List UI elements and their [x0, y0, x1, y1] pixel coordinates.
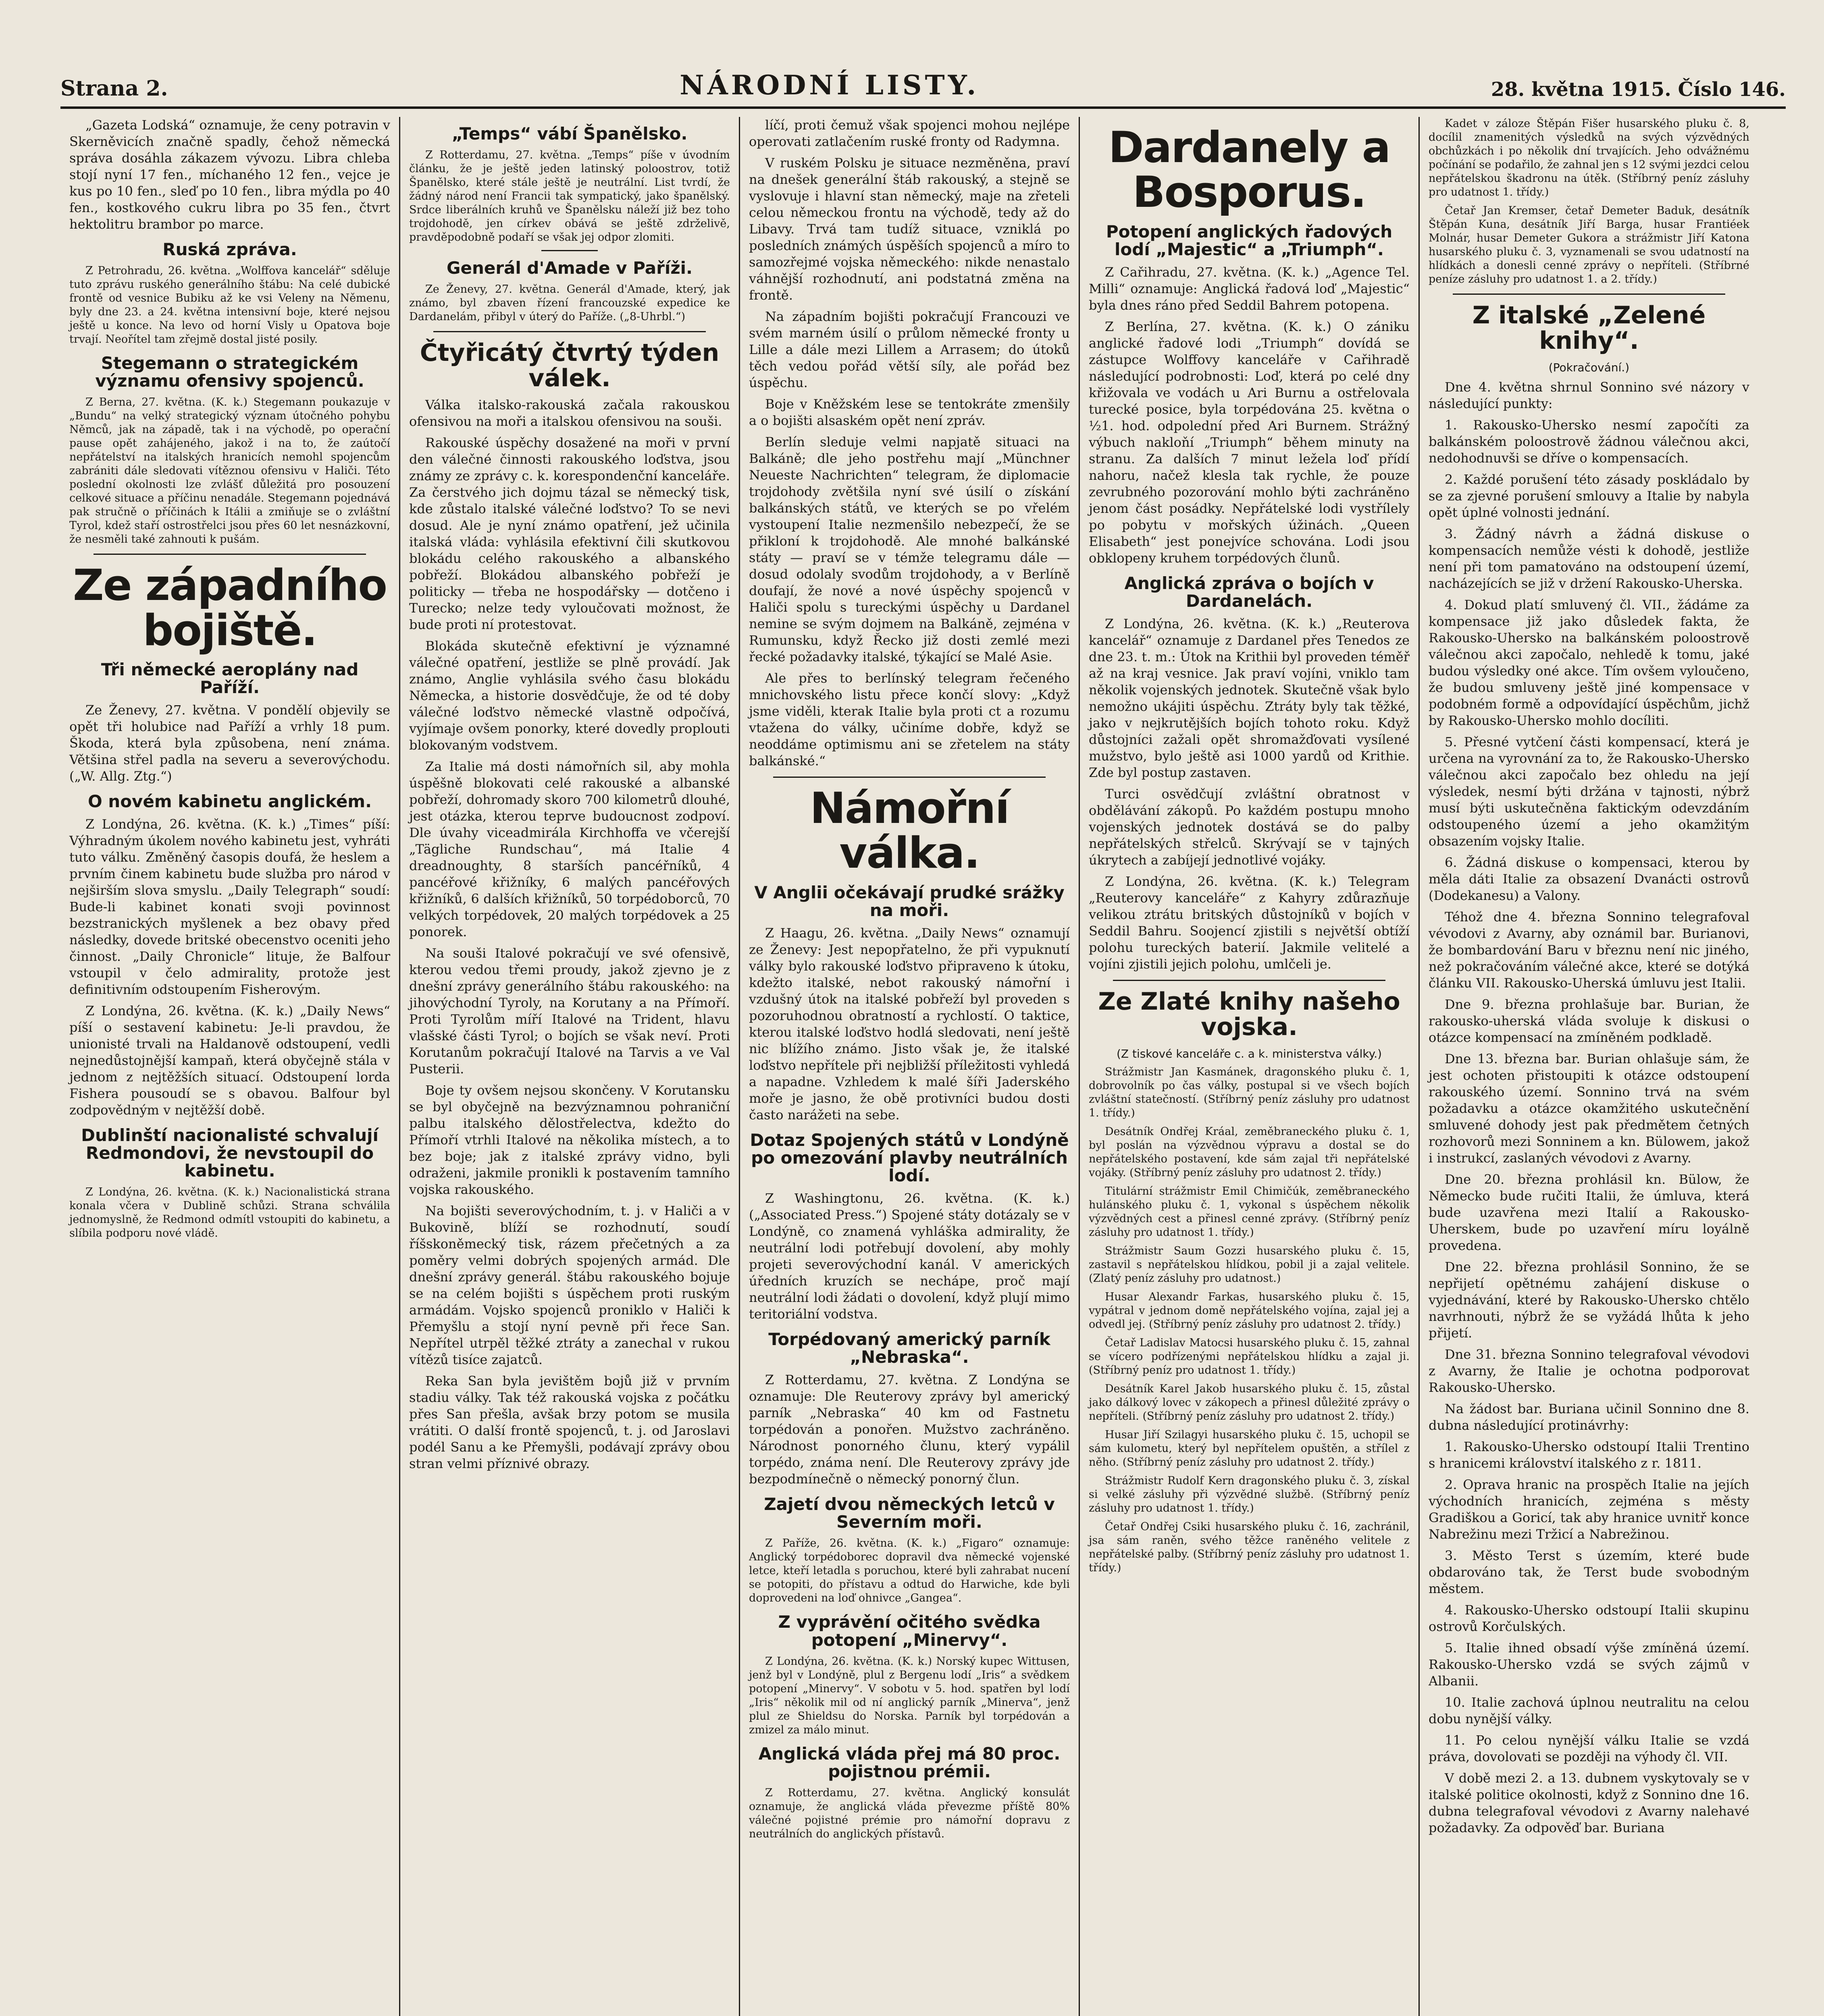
column-5: [1420, 117, 1758, 2016]
divider: [1453, 294, 1725, 295]
article-text: Z Londýna, 26. května. (K. k.) „Daily News“ píší o sestavení kabinetu: Je-li pravdou, že unionisté trvali na Haldanově odstoupení, vedli nejnedůstojnější kampaň, která obyčejně stála v jednom z nejtěžších situací. Odstoupení lorda Fishera pousoudí se s obavou. Balfour byl zodpovědným v nejtěžší době.: [69, 1003, 390, 1118]
article-text: Desátník Karel Jakob husarského pluku č. 15, zůstal jako dálkový lovec v zákopech a přinesl důležité zprávy o nepříteli. (Stříbrný peníz zásluhy pro udatnost 2. třídy.): [1089, 1383, 1410, 1423]
article-text: Strážmistr Saum Gozzi husarského pluku č. 15, zastavil s nepřátelskou hlídkou, pobil ji a zajal velitele. (Zlatý peníz zásluhy pro udatnost.): [1089, 1245, 1410, 1285]
divider: [94, 554, 366, 555]
article-text: Četař Ladislav Matocsi husarského pluku č. 15, zahnal se vícero podřízenými nepřátelskou hlídku a zajal ji. (Stříbrný peníz pro udatnost 1. třídy.): [1089, 1337, 1410, 1377]
article-text: 5. Přesné vytčení části kompensací, která je určena na vyrovnání za to, že Rakousko-Uhersko válečnou akci započalo bez ohledu na její výsledek, nesmí býti držána v tajnosti, nýbrž musí býti uskutečněna faktickým odevzdáním odstoupeného území a jeho okamžitým obsazením vojsky Italie.: [1429, 734, 1749, 849]
article-text: 4. Dokud platí smluvený čl. VII., žádáme za kompensace již jako důsledek fakta, že Rakousko-Uhersko na balkánském poloostrově válečnou akci započalo, nehledě k tomu, jaké budou výsledky oné akce. Tím ovšem vyloučeno, že budou smluveny ještě jiné kompensace v podobném formě a odpovídající úspěchům, jichž by Rakousko-Uhersko mohlo docíliti.: [1429, 597, 1749, 729]
section-heading: Námořní válka.: [810, 783, 1009, 878]
article-text: 1. Rakousko-Uhersko odstoupí Italii Trentino s hranicemi království italského z r. 1811.: [1429, 1439, 1749, 1471]
section-heading: Ze západního bojiště.: [73, 560, 387, 655]
article-text: Z Londýna, 26. května. (K. k.) „Times“ píší: Výhradným úkolem nového kabinetu jest, vyhráti tuto válku. Změněný časopis doufá, že heslem a prvním činem kabinetu bude služba pro národ v nejširším slova smyslu. „Daily Telegraph“ soudí: Bude-li kabinet konati svoji povinnost bezstranických myšlenek a bez obavy před následky, dovede britské obecenstvo oceniti jeho činnost. „Daily Chronicle“ lituje, že Balfour vstoupil v čelo admirality, protože jest definitivním odstoupením Fisherovým.: [69, 816, 390, 998]
article-text: Dne 9. března prohlašuje bar. Burian, že rakousko-uherská vláda svoluje k diskusi o otázce kompensací na zmíněném podkladě.: [1429, 997, 1749, 1045]
article-text: Z Rotterdamu, 27. května. „Temps“ píše v úvodním článku, že je ještě jeden latinský poloostrov, totiž Španělsko, které stále ještě je neutrální. List tvrdí, že žádný národ není Francii tak sympatický, jako španělský. Srdce liberálních kruhů ve Španělsku náleží již bez toho trojdohodě, jen církev obává se ještě zdrželivě, pravděpodobně podaří se však jej odpor zlomiti.: [409, 149, 730, 244]
article-heading: „Temps“ vábí Španělsko.: [451, 124, 688, 144]
article-text: Dne 20. března prohlásil kn. Bülow, že Německo bude ručiti Italii, že úmluva, která bude uzavřena mezi Italií a Rakousko-Uherskem, bude po uzavření míru loyálně provedena.: [1429, 1172, 1749, 1254]
article-text: 5. Italie ihned obsadí výše zmíněná území. Rakousko-Uhersko vzdá se svých zájmů v Albanii.: [1429, 1640, 1749, 1689]
article-text: Ze Ženevy, 27. května. V pondělí objevily se opět tři holubice nad Paříží a vrhly 18 pum. Škoda, která byla způsobena, není známa. Většina střel padla na severu a severovýchodu. („W. Allg. Ztg.“): [69, 702, 390, 784]
page-number: Strana 2.: [60, 76, 168, 101]
article-heading: Anglická vláda přej má 80 proc. pojistnou prémii.: [758, 1743, 1061, 1781]
article-text: Kadet v záloze Štěpán Fišer husarského pluku č. 8, docílil znamenitých výsledků na svých výzvědných obchůzkách i po několik dní trvajících. Jeho odvážnému počínání se podařilo, že zahnal jen s 12 svými jezdci celou nepřátelskou škadronu na útěk. (Stříbrný peníz zásluhy pro udatnost 1. třídy.): [1429, 117, 1749, 198]
article-text: 2. Každé porušení této zásady poskládalo by se za zjevné porušení smlouvy a Italie by nabyla opět úplné volnosti jednání.: [1429, 472, 1749, 521]
divider: [773, 777, 1046, 778]
article-text: Na žádost bar. Buriana učinil Sonnino dne 8. dubna následující protinávrhy:: [1429, 1401, 1749, 1433]
article-heading: Generál d'Amade v Paříži.: [446, 258, 693, 278]
article-text: 6. Žádná diskuse o kompensaci, kterou by měla dáti Italie za obsazení Dvanácti ostrovů (Dodekanesu) a Valony.: [1429, 855, 1749, 904]
article-text: Válka italsko-rakouská začala rakouskou ofensivou na moři a italskou ofensivou na souši.: [409, 397, 730, 429]
article-text: Husar Alexandr Farkas, husarského pluku č. 15, vypátral v jednom domě nepřátelského vojína, zajal jej a odvedl jej. (Stříbrný peníz zásluhy pro udatnost 2. třídy.): [1089, 1291, 1410, 1331]
article-heading: Potopení anglických řadových lodí „Majestic“ a „Triumph“.: [1106, 221, 1393, 259]
article-heading: Tři německé aeroplány nad Paříží.: [101, 659, 359, 697]
article-text: Z Londýna, 26. května. (K. k.) Nacionalistická strana konala včera v Dublině schůzi. Strana schválila jednomyslně, že Redmond odmítl vstoupiti do kabinetu, a slíbila podporu nové vládě.: [69, 1186, 390, 1240]
article-text: Z Cařihradu, 27. května. (K. k.) „Agence Tel. Milli“ oznamuje: Anglická řadová loď „Majestic“ byla dnes ráno před Seddil Bahrem potopena.: [1089, 264, 1410, 313]
article-text: V době mezi 2. a 13. dubnem vyskytovaly se v italské politice okolnosti, když z Sonnino dne 16. dubna telegrafoval vévodovi z Avarny nalehavé požadavky. Za odpověď bar. Buriana: [1429, 1770, 1749, 1836]
article-text: Téhož dne 4. března Sonnino telegrafoval vévodovi z Avarny, aby oznámil bar. Burianovi, že bombardování Baru v březnu není nic jiného, než pokračováním válečné akce, které se dotýká článku VII. Rakousko-Uherská úmluvu jest Italii.: [1429, 909, 1749, 991]
article-text: Dne 22. března prohlásil Sonnino, že se nepřijetí opětnému zahájení diskuse o vyjednávání, které by Rakousko-Uhersko chtělo navrhnouti, nýbrž že se vyžádá lhůta k jeho přijetí.: [1429, 1259, 1749, 1341]
article-text: Z Paříže, 26. května. (K. k.) „Figaro“ oznamuje: Anglický torpédoborec dopravil dva německé vojenské letce, kteří letadla s poruchou, které byli zahrabat nucení se potopiti, do přístavu a odtud do Harwiche, kde byli doprovedeni na loď ohnivce „Gangea“.: [749, 1537, 1070, 1605]
article-text: Z Petrohradu, 26. května. „Wolffova kancelář“ sděluje tuto zprávu ruského generálního štábu: Na celé dubické frontě od vesnice Bubiku až ke vsi Veleny na Němenu, byly dne 23. a 24. května intensivní boje, které nejsou ještě u konce. Na levo od horní Visly u Opatova boje trvají. Neořítel tam zřejmě dostal jisté posily.: [69, 264, 390, 346]
article-text: Četař Jan Kremser, četař Demeter Baduk, desátník Štěpán Kuna, desátník Jiří Barga, husar Frantiéek Molnár, husar Demeter Gukora a strážmistr Jiří Katona husarského pluku č. 3, vyznamenali se svou udatností na hlídkách a donesli cenné zprávy o nepříteli. (Stříbrné peníze zásluhy pro udatnost 1. a 2. třídy.): [1429, 204, 1749, 285]
article-text: 3. Žádný návrh a žádná diskuse o kompensacích nemůže vésti k dohodě, jestliže není při tom pamatováno na odstoupení území, nacházejících se již v držení Rakousko-Uherska.: [1429, 526, 1749, 591]
column-2: [400, 117, 739, 2016]
article-text: Z Berna, 27. května. (K. k.) Stegemann poukazuje v „Bundu“ na velký strategický význam útočného pohybu Němců, jak na západě, tak i na východě, po operační pause opět zahájeného, jakož i na to, že zaútočí nepřátelství na italských hranicích nemohl spojencům zabrániti dále sledovati vítěznou ofensivu v Haliči. Této poslední okolnosti lze zvlášť důležitá pro posouzení celkové situace a příčinu nenadále. Stegemann pojednává pak stručně o příčinách k Itálii a zmiňuje se o zvláštní Tyrol, kdež staří ostrostřelci jsou přes 60 let nesnázkovní, že nesměli také zahnouti k pušám.: [69, 396, 390, 546]
article-heading: Torpédovaný americký parník „Nebraska“.: [768, 1329, 1050, 1367]
article-subheading: (Z tiskové kanceláře c. a k. ministerstva války.): [1116, 1047, 1382, 1060]
article-text: Boje v Kněžském lese se tentokráte zmenšily a o bojišti alsaském opět není zpráv.: [749, 396, 1070, 428]
article-text: 1. Rakousko-Uhersko nesmí započíti za balkánském poloostrově žádnou válečnou akci, nedohodnuvši se dříve o kompensacích.: [1429, 417, 1749, 466]
article-text: Blokáda skutečně efektivní je významné válečné opatření, jestliže se plně provádí. Jak známo, Anglie vyhlásila svého času blokádu Německa, a historie dosvědčuje, že od té doby válečné loďstvo německé vlastně odpočívá, vyjímaje ovšem ponorky, které dovedly proplouti blokovaným vodstvem.: [409, 638, 730, 753]
article-heading: Zajetí dvou německých letců v Severním moři.: [764, 1494, 1055, 1532]
article-heading: V Anglii očekávají prudké srážky na moři.: [754, 882, 1065, 920]
article-text: Četař Ondřej Csiki husarského pluku č. 16, zachránil, jsa sám raněn, svého těžce raněného velitele z nepřátelské palby. (Stříbrný peníz zásluhy pro udatnost 1. třídy.): [1089, 1520, 1410, 1574]
newspaper-title: NÁRODNÍ LISTY.: [680, 69, 980, 101]
article-text: Z Londýna, 26. května. (K. k.) Telegram „Reuterovy kanceláře“ z Kahyry zdůrazňuje velikou ztrátu britských důstojníků v bojích v Seddil Bahru. Soojencí zjistili s největší obtíží polohu tureckých baterií. Jakmile velitelé a vojíni zjistili jejich polohu, umlčeli je.: [1089, 873, 1410, 972]
divider: [433, 331, 706, 332]
article-text: Titulární strážmistr Emil Chimičúk, zeměbraneckého hulánského pluku č. 1, vykonal s úspěchem několik výzvědných cest a přinesl cenné zprávy. (Stříbrný peníz zásluhy pro udatnost 1. třídy.): [1089, 1185, 1410, 1239]
divider: [1113, 980, 1385, 981]
article-text: Strážmistr Jan Kasmánek, dragonského pluku č. 1, dobrovolník po čas války, postupal si ve všech bojích zvláštní statečností. (Stříbrný peníz zásluhy pro udatnost 1. třídy.): [1089, 1066, 1410, 1120]
columns: [60, 117, 1786, 2016]
article-heading: Dublinští nacionalisté schvalují Redmondovi, že nevstoupil do kabinetu.: [81, 1125, 379, 1181]
article-text: Z Rotterdamu, 27. května. Anglický konsulát oznamuje, že anglická vláda převezme příště 80% válečné pojistné prémie pro námořní dopravu z neutrálních do anglických přístavů.: [749, 1786, 1070, 1840]
article-text: Z Haagu, 26. května. „Daily News“ oznamují ze Ženevy: Jest nepopřatelno, že při vypuknutí války bylo rakouské loďstvo připraveno k útoku, kdežto italské, nebot rakouský námořní i vzdušný útok na italské pobřeží byl proveden s pozoruhodnou obratností a rychlostí. O taktice, kterou italské loďstvo hodlá sledovati, není ještě nic blížího známo. Jisto však je, že italské loďstvo nepřítele při nejbližší příležitosti vyhledá a napadne. Vzhledem k malé šíři Jaderského moře je jasno, že obě protivníci budou dosti často narážeti na sebe.: [749, 925, 1070, 1123]
article-text: Z Berlína, 27. května. (K. k.) O zániku anglické řadové lodi „Triumph“ dovídá se zástupce Wolffovy kanceláře v Cařihradě následující podrobnosti: Loď, která po celé dny křižovala ve vodách u Ari Burnu a ostřelovala turecké posice, byla torpédována 25. května o ½1. hod. odpolední před Ari Burnem. Strážný výbuch nakloňí „Triumph“ během minuty na stranu. Za dalších 7 minut ležela loď přídí nahoru, načež klesla tak rychle, že pouze zevrubného pozorování mohlo býti zachráněno jenom část posádky. Nepřátelské lodi vystřílely po pobytu v mořských úžinách. „Queen Elisabeth“ jest ponejvíce schována. Lodi jsou obklopeny kruhem torpédových člunů.: [1089, 319, 1410, 566]
issue-date: 28. května 1915. Číslo 146.: [1491, 78, 1786, 101]
article-text: Strážmistr Rudolf Kern dragonského pluku č. 3, získal si velké zásluhy při výzvědné službě. (Stříbrný peníz zásluhy pro udatnost 1. třídy.): [1089, 1475, 1410, 1515]
article-text: Na bojišti severovýchodním, t. j. v Haliči a v Bukovině, blíží se rozhodnutí, soudí říšskoněmecký tisk, rázem přečetných a za poměry velmi dobrých spojených armád. Dle dnešní zprávy generál. štábu rakouského bojuje se na celém bojišti s úspěchem proti ruským armádám. Vojsko spojenců proniklo v Haliči k Přemyšlu a stojí nyní pevně při řece San. Nepřítel utrpěl těžké ztráty a zanechal v rukou vítězů tisíce zajatců.: [409, 1203, 730, 1368]
article-text: „Gazeta Lodská“ oznamuje, že ceny potravin v Skerněvicích značně spadly, čehož německá správa dosáhla zákazem vývozu. Libra chleba stojí nyní 17 fen., míchaného 12 fen., vejce je kus po 10 fen., sleď po 10 fen., libra mýdla po 40 fen., kostkového cukru libra po 35 fen., čtvrt hektolitru brambor po marce.: [69, 117, 390, 232]
article-heading: O novém kabinetu anglickém.: [87, 791, 372, 812]
article-text: Dne 31. března Sonnino telegrafoval vévodovi z Avarny, že Italie je ochotna podporovat Rakousko-Uhersko.: [1429, 1347, 1749, 1395]
article-text: 3. Město Terst s územím, které bude obdarováno tak, že Terst bude svobodným městem.: [1429, 1548, 1749, 1597]
section-heading: Ze Zlaté knihy našeho vojska.: [1098, 987, 1400, 1041]
article-heading: Stegemann o strategickém významu ofensivy spojenců.: [95, 353, 364, 391]
article-text: Reka San byla jevištěm bojů již v prvním stadiu války. Tak též rakouská vojska z počátku přes San přešla, avšak brzy potom se musila vrátiti. O další frontě spojenců, t. j. od Jaroslavi podél Sanu a ke Přemyšli, podávají zprávy obou stran velmi příznivé obrazy.: [409, 1373, 730, 1472]
article-text: 2. Oprava hranic na prospěch Italie na jejích východních hranicích, zejména s městy Gradiškou a Goricí, tak aby hranice uvnitř konce Nabrežinu mezi Tržicí a Nabrežinou.: [1429, 1477, 1749, 1542]
article-text: Ze Ženevy, 27. května. Generál d'Amade, který, jak známo, byl zbaven řízení francouzské expedice ke Dardanelám, přibyl v úterý do Paříže. („8-Uhrbl.“): [409, 283, 730, 323]
article-text: Turci osvědčují zvláštní obratnost v obdělávání zákopů. Po každém postupu mnoho vojenských jednotek dostává se do palby nepřátelských střelců. Skrývají se v tajných úkrytech a zabíjejí jednotlivé vojáky.: [1089, 786, 1410, 868]
column-1: [60, 117, 399, 2016]
article-text: líčí, proti čemuž však spojenci mohou nejlépe operovati zatlačením ruské fronty od Radymna.: [749, 117, 1070, 149]
article-text: Berlín sleduje velmi napjatě situaci na Balkáně; dle jeho postřehu mají „Münchner Neueste Nachrichten“ telegram, že diplomacie trojdohody zvětšila nyní své úsilí o získání balkánských států, ve kterých se po vřelém vystoupení Italie nezmenšilo nebezpečí, že se přikloní k trojdohodě. Ale mnohé balkánské státy — praví se v témže telegramu dále — dosud odolaly svodům trojdohody, a v Berlíně doufají, že nové a nové úspěchy spojenců v Haliči spolu s tureckými úspěchy u Dardanel nemine se svým dojmem na Balkáně, zejména v Rumunsku, když Řecko již dosti zemlé mezi řecké požadavky italské, týkající se Malé Asie.: [749, 434, 1070, 664]
column-3: [740, 117, 1079, 2016]
article-text: Dne 4. května shrnul Sonnino své názory v následující punkty:: [1429, 379, 1749, 412]
article-text: 4. Rakousko-Uhersko odstoupí Italii skupinu ostrovů Korčulských.: [1429, 1602, 1749, 1635]
article-text: 10. Italie zachová úplnou neutralitu na celou dobu nynější války.: [1429, 1695, 1749, 1727]
article-text: Desátník Ondřej Kráal, zeměbraneckého pluku č. 1, byl poslán na výzvědnou výpravu a dostal se do nepřátelského postavení, kde sám zajal tři nepřátelské vojáky. (Stříbrný peníz zásluhy pro udatnost 2. třídy.): [1089, 1125, 1410, 1179]
article-text: Na západním bojišti pokračují Francouzi ve svém marném úsilí o průlom německé fronty u Lille a dále mezi Lillem a Arrasem; do útoků těch vedou pořád větší síly, ale pořád bez úspěchu.: [749, 309, 1070, 390]
article-text: Z Washingtonu, 26. května. (K. k.) („Associated Press.“) Spojené státy dotázaly se v Londýně, co znamená vyhláška admirality, že neutrální lodi potřebují dovolení, aby mohly projeti severovýchodní kanál. V amerických úředních kruzích se nechápe, proč mají neutrální lodi žádati o dovolení, když plují mimo teritoriální vodstva.: [749, 1191, 1070, 1322]
article-text: Dne 13. března bar. Burian ohlašuje sám, že jest ochoten přistoupiti k otázce odstoupení rakouského území. Sonnino trvá na svém požadavku a otázce okamžitého uskutečnění smluvené dohody jest pak předmětem četných rozhovorů mezi Sonninem a kn. Bülowem, jakož i instrukcí, zaslaných vévodovi z Avarny.: [1429, 1051, 1749, 1166]
article-text: Na souši Italové pokračují ve své ofensivě, kterou vedou třemi proudy, jakož zjevno je z dnešní zprávy generálního štábu rakouského: na jihovýchodní Tyroly, na Korutany a na Přímoří. Proti Tyrolům míří Italové na Trident, hlavu vlašské části Tyrol; o bojích se však neví. Proti Korutanům pokračují Italové na Tarvis a ve Val Pusterii.: [409, 946, 730, 1077]
divider: [541, 250, 598, 251]
article-heading: Z vyprávění očitého svědka potopení „Minervy“.: [778, 1612, 1041, 1650]
article-text: 11. Po celou nynější válku Italie se vzdá práva, dovolovati se později na výhody čl. VII.: [1429, 1733, 1749, 1765]
section-heading: Čtyřicátý čtvrtý týden válek.: [420, 339, 720, 393]
masthead: [60, 60, 1786, 109]
article-text: Ale přes to berlínský telegram řečeného mnichovského listu přece končí slovy: „Když jsme viděli, kterak Italie byla proti ct a rozumu vtažena do války, učiníme dobře, když se neoddáme optimismu ani se zřetelem na státy balkánské.“: [749, 671, 1070, 768]
article-text: Boje ty ovšem nejsou skončeny. V Korutansku se byl obyčejně na bezvýznamnou pohraniční palbu italského dělostřelectva, kdežto do Přímoří vtrhli Italové na několika místech, a to bez boje; jak z italské zprávy vidno, byli odraženi, jakmile pronikli k postavením tamního vojska rakouského.: [409, 1083, 730, 1198]
article-text: Husar Jiří Szilagyi husarského pluku č. 15, uchopil se sám kulometu, který byl nepřítelem opuštěn, a střílel z něho. (Stříbrný peníz zásluhy pro udatnost 2. třídy.): [1089, 1429, 1410, 1469]
article-heading: Anglická zpráva o bojích v Dardanelách.: [1124, 573, 1374, 611]
column-4: [1080, 117, 1418, 2016]
article-text: Z Londýna, 26. května. (K. k.) „Reuterova kancelář“ oznamuje z Dardanel přes Tenedos ze dne 23. t. m.: Útok na Krithii byl proveden téměř až na kraj vesnice. Jak praví vojíni, vniklo tam několik vojenských jednotek. Skutečně však bylo nemožno ukájiti úspěchu. Ztráty byly tak těžké, jako v nejkrutějších bojích tohoto roku. Když důstojníci zažali opět shromažďovati vysílené mužstvo, bylo ještě asi 1000 yardů od Krithie. Zde byl postup zastaven.: [1089, 616, 1410, 780]
article-text: Z Londýna, 26. května. (K. k.) Norský kupec Wittusen, jenž byl v Londýně, plul z Bergenu lodí „Iris“ a svědkem potopení „Minervy“. V sobotu v 5. hod. spatřen byl lodí „Iris“ několik mil od ní anglický parník „Minerva“, jenž plul ze Shieldsu do Norska. Parník byl torpédován a zmizel za málo minut.: [749, 1655, 1070, 1736]
article-heading: Ruská zpráva.: [162, 240, 297, 259]
article-text: V ruském Polsku je situace nezměněna, praví na dnešek generální štáb rakouský, a stejně se vyslovuje i hlavní stan německý, maje na zřeteli celou německou frontu na východě, tedy až do Libavy. Trvá tam tudíž situace, vzniklá po posledních známých úspěších spojenců a míro to samozřejmé vojska německého: nikde nenastalo váhnější rozhodnutí, ani podstatná změna na frontě.: [749, 155, 1070, 303]
article-heading: Dotaz Spojených států v Londýně po omezování plavby neutrálních lodí.: [750, 1130, 1069, 1185]
article-subheading: (Pokračování.): [1548, 361, 1630, 374]
article-text: Z Rotterdamu, 27. května. Z Londýna se oznamuje: Dle Reuterovy zprávy byl americký parník „Nebraska“ 40 km od Fastnetu torpédován a ponořen. Mužstvo zachráněno. Národnost ponorného člunu, který vypálil torpédo, známa není. Dle Reuterovy zprávy jde bezpodmínečně o německý ponorný člun.: [749, 1372, 1070, 1487]
article-text: Za Italie má dosti námořních sil, aby mohla úspěšně blokovati celé rakouské a albanské pobřeží, dohromady skoro 700 kilometrů dlouhé, jest otázka, kterou teprve budoucnost zodpoví. Dle úvahy viceadmirála Kirchhoffa ve včerejší „Tägliche Rundschau“, má Italie 4 dreadnoughty, 8 starších pancéřníků, 4 pancéřové křižníky, 6 malých pancéřových křižníků, 6 dalších křižníků, 50 torpédoborců, 70 velkých torpédovek, 20 malých torpédovek a 25 ponorek.: [409, 759, 730, 940]
section-heading: Dardanely a Bosporus.: [1108, 123, 1390, 217]
article-text: Rakouské úspěchy dosažené na moři v první den válečné činnosti rakouského loďstva, jsou známy ze zprávy c. k. korespondenční kanceláře. Za čerstvého jich dojmu tázal se německý tisk, kde zůstalo italské válečné loďstvo? To se nevi dosud. Ale je nyní známo opatření, jež učinila italská vláda: vyhlásila efektivní čili skutkovou blokádu celého rakouského a albanského pobřeží. Blokádou albanského pobřeží je politicky — třeba ne hospodářsky — dotčeno i Turecko; nelze tedy vyloučovati možnost, že bude proti ní protestovat.: [409, 435, 730, 633]
section-heading: Z italské „Zelené knihy“.: [1472, 301, 1706, 355]
